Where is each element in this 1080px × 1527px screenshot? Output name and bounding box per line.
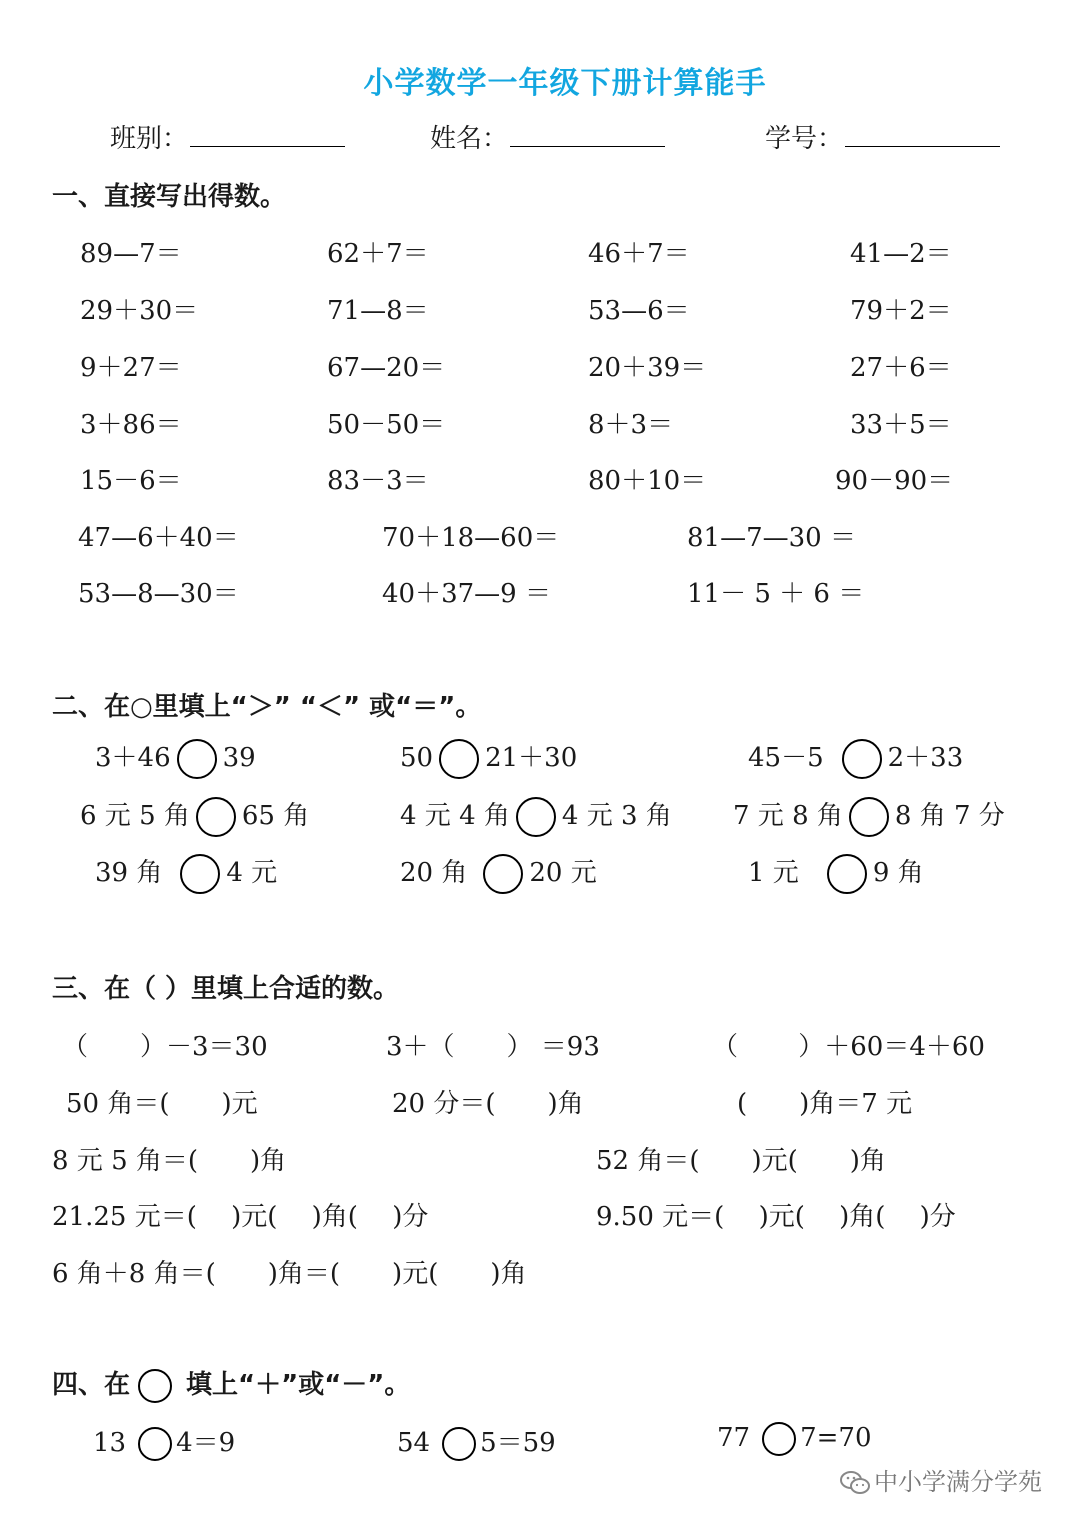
- section4-heading: [52, 1364, 410, 1403]
- compare-right: 39: [222, 743, 256, 773]
- watermark-text: 中小学满分学苑: [874, 1468, 1042, 1496]
- answer-circle[interactable]: [516, 797, 556, 837]
- answer-circle[interactable]: [849, 797, 889, 837]
- calc-item: 41—2＝: [850, 239, 952, 269]
- compare-right: 65 角: [241, 801, 310, 831]
- calc-item: 46＋7＝: [588, 239, 690, 269]
- fill-item[interactable]: ( )角＝7 元: [737, 1089, 913, 1119]
- section4-heading-start: 四、在: [52, 1370, 131, 1400]
- calc-item: 79＋2＝: [850, 296, 952, 326]
- calc-item: 53—6＝: [588, 296, 690, 326]
- student-id-field[interactable]: [765, 118, 1000, 155]
- name-field[interactable]: [430, 118, 665, 155]
- calc-item: 15－6＝: [80, 466, 182, 496]
- calc-item: 40＋37—9 ＝: [382, 579, 551, 609]
- circle-icon: [138, 1369, 172, 1403]
- compare-item: [400, 795, 672, 837]
- calc-item: 80＋10＝: [588, 466, 707, 496]
- fill-item[interactable]: 52 角＝( )元( )角: [596, 1146, 886, 1176]
- compare-item: [733, 795, 1005, 837]
- calc-item: 67—20＝: [327, 353, 446, 383]
- compare-right: 8 角 7 分: [894, 801, 1005, 831]
- class-label: 班别：: [110, 124, 189, 154]
- page-title: 小学数学一年级下册计算能手: [363, 66, 767, 101]
- calc-item: 90－90＝: [835, 466, 954, 496]
- name-label: 姓名：: [430, 124, 509, 154]
- fill-item[interactable]: （ ）－3＝30: [62, 1032, 268, 1062]
- calc-item: 27＋6＝: [850, 353, 952, 383]
- answer-circle[interactable]: [483, 854, 523, 894]
- calc-item: 8＋3＝: [588, 410, 674, 440]
- section2-heading: 二、在○里填上“＞” “＜” 或“＝”。: [52, 692, 482, 722]
- sign-item: [93, 1422, 235, 1461]
- compare-left: 45－5: [748, 743, 824, 773]
- fill-item[interactable]: 3＋（ ） ＝93: [386, 1032, 600, 1062]
- compare-left: 39 角: [95, 858, 163, 888]
- sign-right: 4＝9: [176, 1428, 236, 1458]
- compare-right: 20 元: [529, 858, 597, 888]
- answer-circle[interactable]: [180, 854, 220, 894]
- calc-item: 81—7—30 ＝: [687, 523, 856, 553]
- section1-heading: 一、直接写出得数。: [52, 182, 287, 212]
- answer-circle[interactable]: [842, 739, 882, 779]
- calc-item: 11－ 5 ＋ 6 ＝: [687, 579, 865, 609]
- answer-circle[interactable]: [439, 739, 479, 779]
- calc-item: 29＋30＝: [80, 296, 199, 326]
- compare-left: 1 元: [748, 858, 799, 888]
- answer-circle[interactable]: [762, 1422, 796, 1456]
- compare-item: [80, 795, 309, 837]
- calc-item: 47—6＋40＝: [78, 523, 239, 553]
- answer-circle[interactable]: [827, 854, 867, 894]
- compare-item: [400, 852, 597, 894]
- compare-item: [95, 737, 256, 779]
- calc-item: 70＋18—60＝: [382, 523, 560, 553]
- compare-right: 4 元 3 角: [561, 801, 672, 831]
- calc-item: 20＋39＝: [588, 353, 707, 383]
- compare-left: 20 角: [400, 858, 468, 888]
- compare-right: 4 元: [226, 858, 278, 888]
- sign-right: 5＝59: [480, 1428, 556, 1458]
- compare-item: [748, 737, 963, 779]
- fill-item[interactable]: （ ）＋60＝4＋60: [712, 1032, 985, 1062]
- compare-item: [400, 737, 577, 779]
- calc-item: 33＋5＝: [850, 410, 952, 440]
- calc-item: 62＋7＝: [327, 239, 429, 269]
- name-blank[interactable]: [510, 122, 665, 147]
- calc-item: 53—8—30＝: [78, 579, 239, 609]
- sign-item: [717, 1422, 872, 1456]
- fill-item[interactable]: 6 角＋8 角＝( )角＝( )元( )角: [52, 1259, 527, 1289]
- answer-circle[interactable]: [442, 1427, 476, 1461]
- sign-left: 13: [93, 1428, 127, 1458]
- fill-item[interactable]: 8 元 5 角＝( )角: [52, 1146, 287, 1176]
- fill-item[interactable]: 20 分＝( )角: [392, 1089, 584, 1119]
- calc-item: 71—8＝: [327, 296, 429, 326]
- answer-circle[interactable]: [177, 739, 217, 779]
- compare-left: 3＋46: [95, 743, 171, 773]
- sign-left: 77: [717, 1423, 751, 1453]
- compare-left: 6 元 5 角: [80, 801, 190, 831]
- calc-item: 3＋86＝: [80, 410, 182, 440]
- compare-right: 2＋33: [887, 743, 964, 773]
- class-blank[interactable]: [190, 122, 345, 147]
- compare-left: 7 元 8 角: [733, 801, 843, 831]
- section3-heading: 三、在（ ）里填上合适的数。: [52, 974, 400, 1004]
- compare-right: 9 角: [872, 858, 924, 888]
- id-label: 学号：: [765, 124, 844, 154]
- section4-heading-end: 填上“＋”或“－”。: [186, 1370, 411, 1400]
- class-field[interactable]: [110, 118, 345, 155]
- fill-item[interactable]: 21.25 元＝( )元( )角( )分: [52, 1202, 429, 1232]
- fill-item[interactable]: 50 角＝( )元: [66, 1089, 258, 1119]
- calc-item: 50－50＝: [327, 410, 446, 440]
- answer-circle[interactable]: [138, 1427, 172, 1461]
- compare-item: [95, 852, 277, 894]
- calc-item: 89—7＝: [80, 239, 182, 269]
- calc-item: 83－3＝: [327, 466, 429, 496]
- compare-right: 21＋30: [485, 743, 578, 773]
- sign-left: 54: [397, 1428, 431, 1458]
- watermark: [840, 1462, 1042, 1497]
- sign-right: 7=70: [800, 1423, 872, 1453]
- compare-item: [748, 852, 924, 894]
- wechat-icon: [840, 1470, 870, 1496]
- compare-left: 4 元 4 角: [400, 801, 510, 831]
- answer-circle[interactable]: [196, 797, 236, 837]
- compare-left: 50: [400, 743, 434, 773]
- sign-item: [397, 1422, 556, 1461]
- calc-item: 9＋27＝: [80, 353, 182, 383]
- fill-item[interactable]: 9.50 元＝( )元( )角( )分: [596, 1202, 956, 1232]
- id-blank[interactable]: [845, 122, 1000, 147]
